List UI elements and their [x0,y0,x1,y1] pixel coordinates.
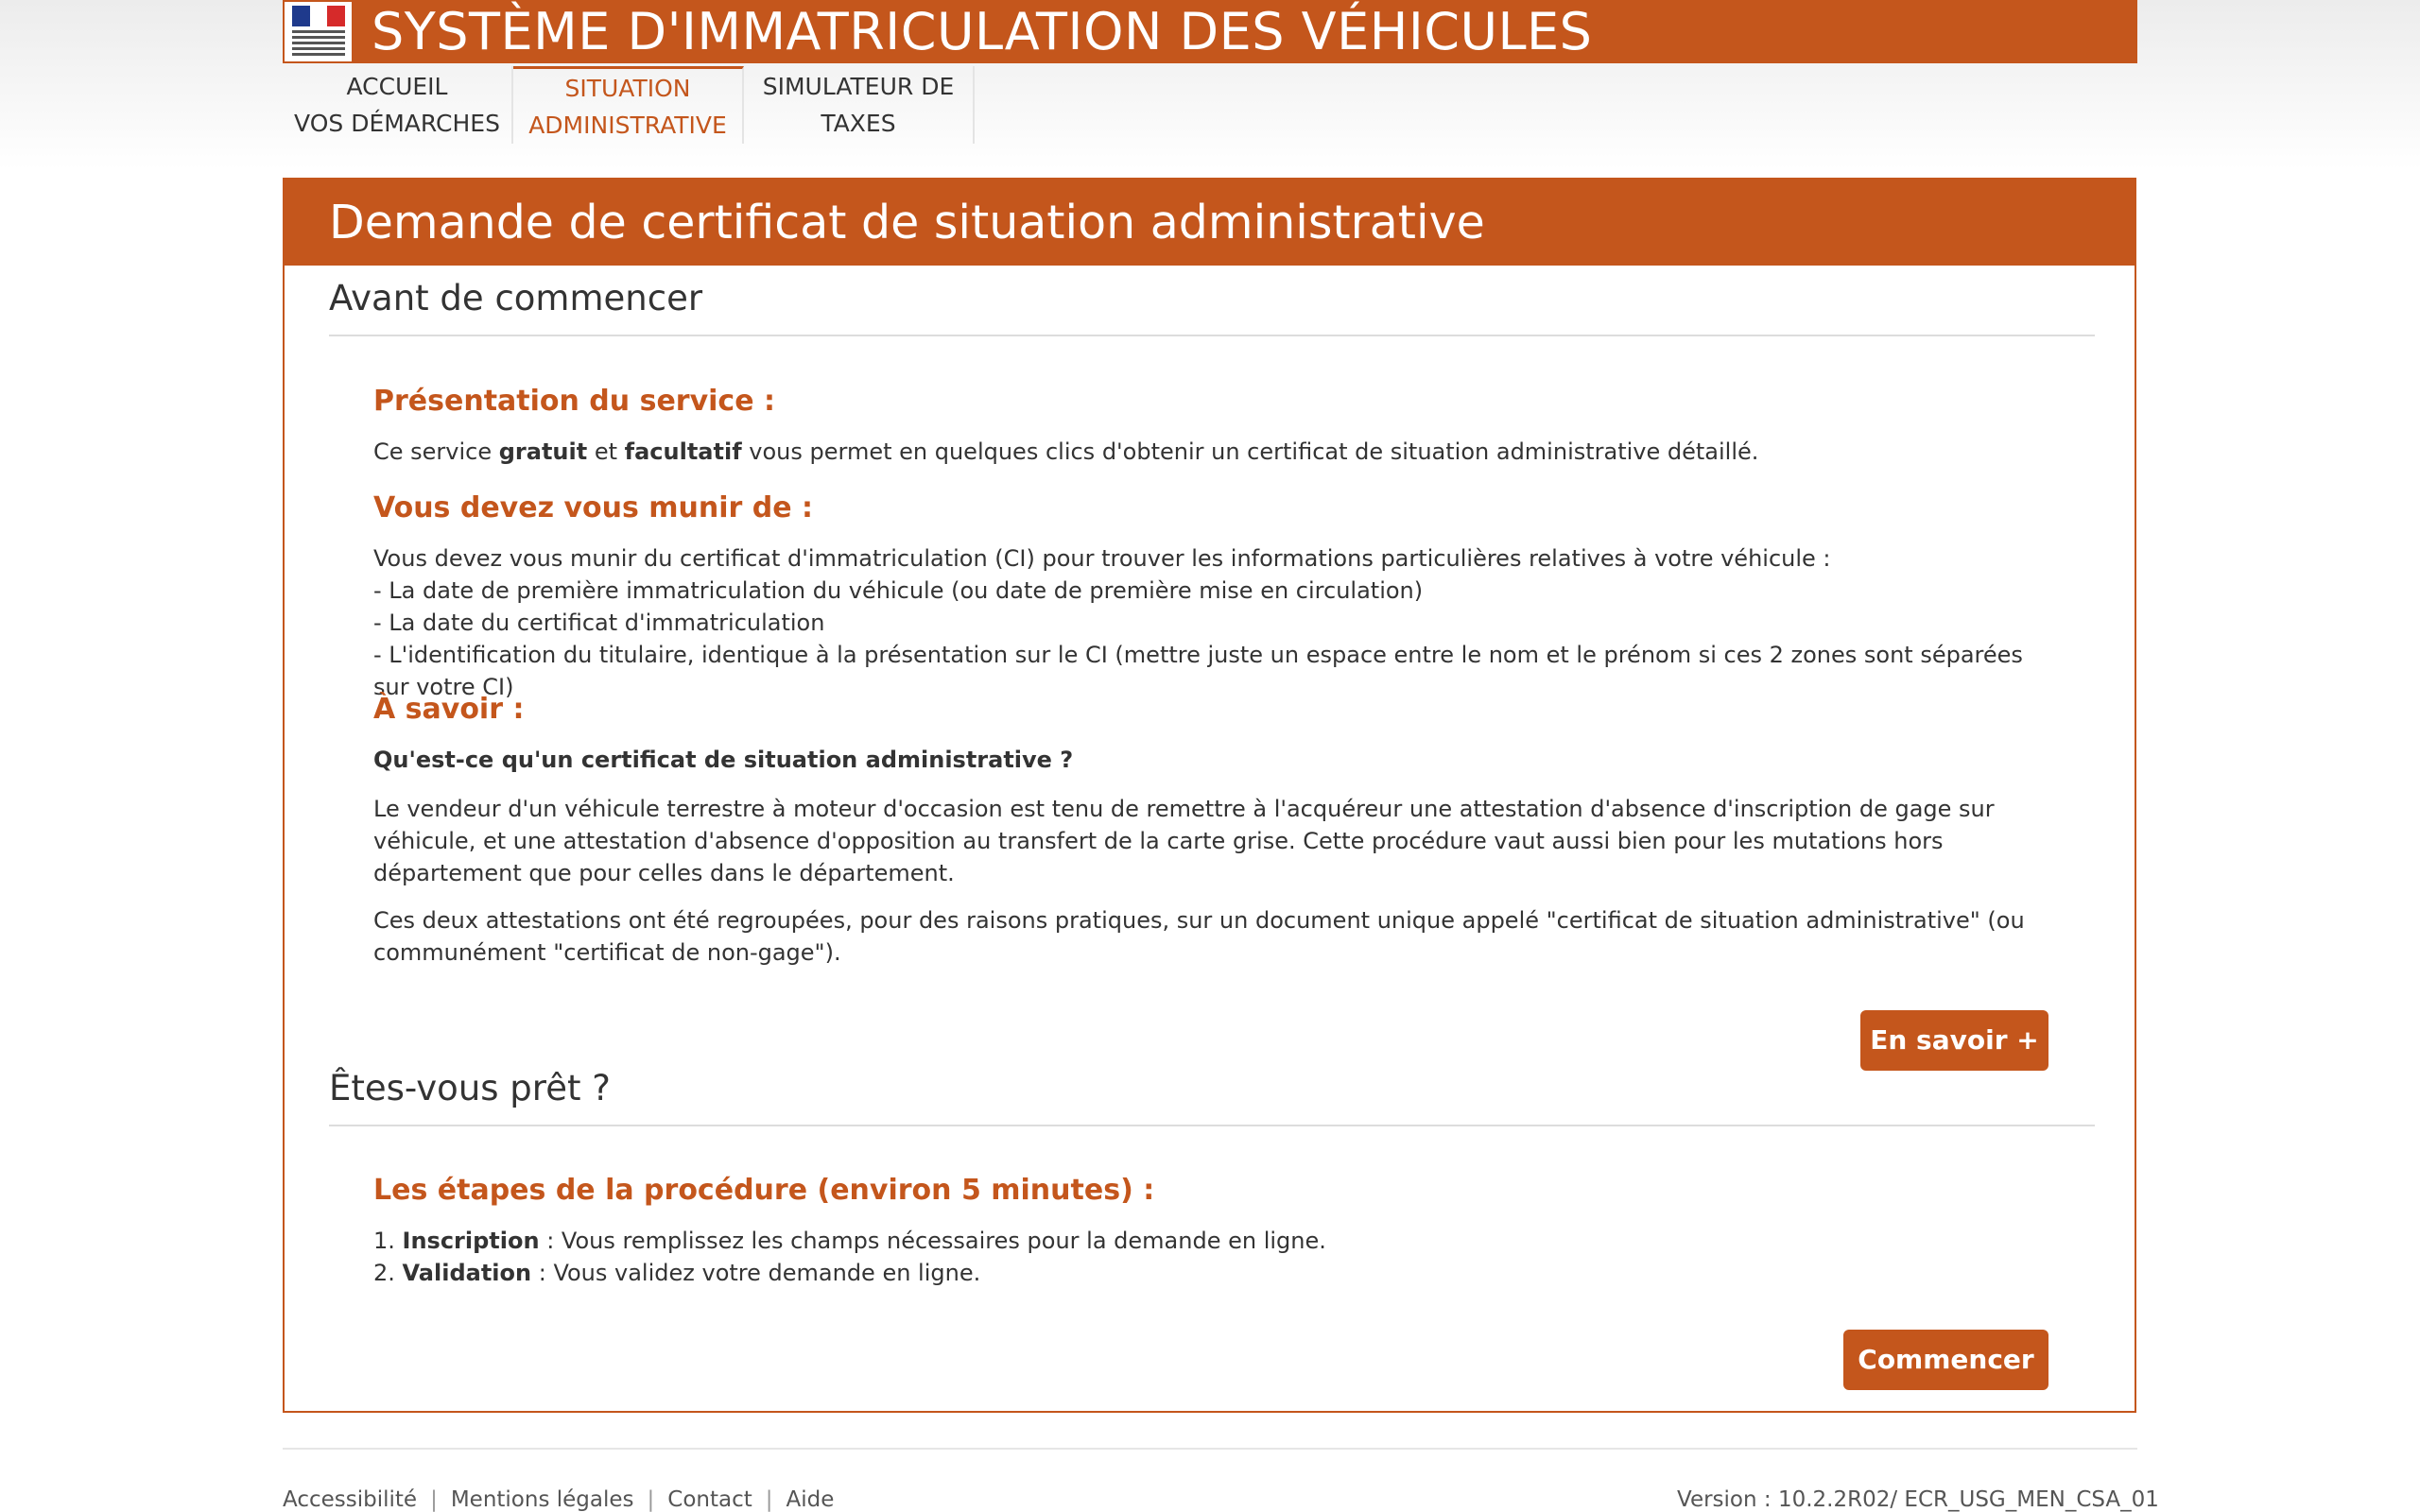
nav-label-line2: VOS DÉMARCHES [294,110,500,137]
savoir-question: Qu'est-ce qu'un certificat de situation administrative ? [373,747,1074,773]
site-title: SYSTÈME D'IMMATRICULATION DES VÉHICULES [372,2,1593,61]
footer-divider [283,1448,2137,1450]
munir-text [373,542,2066,703]
nav-item-simulateur-taxes[interactable] [744,66,975,144]
nav-label-line2: ADMINISTRATIVE [528,111,727,139]
en-savoir-plus-button[interactable]: En savoir + [1860,1010,2048,1071]
nav-item-situation-administrative[interactable] [513,66,744,144]
version-label: Version : 10.2.2R02/ ECR_USG_MEN_CSA_01 [1677,1487,2159,1512]
main-card [283,178,2136,1413]
steps-list [373,1225,2066,1289]
nav-label-line1: SITUATION [564,74,691,102]
page-title: Demande de certificat de situation administrative [285,180,2135,266]
step-inscription: 1. Inscription : Vous remplissez les champs nécessaires pour la demande en ligne. [373,1228,1326,1254]
munir-line: - La date du certificat d'immatriculation [373,610,825,636]
nav-label-line1: ACCUEIL [346,73,448,100]
flag-blue-stripe [292,6,310,26]
savoir-paragraph-1: Le vendeur d'un véhicule terrestre à moteur d'occasion est tenu de remettre à l'acquéreur une attestation d'absence d'inscription de gage sur véhicule, et une attestation d'absence d'opposition au transfert de la carte grise. Cette procédure vaut aussi bien pour les mutations hors département que pour celles dans le département. [373,796,1995,886]
footer-link-aide[interactable]: Aide [786,1487,835,1512]
nav-label-line1: SIMULATEUR DE [762,73,955,100]
commencer-button[interactable]: Commencer [1843,1330,2048,1390]
step-validation: 2. Validation : Vous validez votre demande en ligne. [373,1260,981,1286]
munir-line: Vous devez vous munir du certificat d'immatriculation (CI) pour trouver les informations particulières relatives à votre véhicule : [373,545,1831,572]
section-title-pret: Êtes-vous prêt ? [329,1062,2095,1126]
french-flag-icon [292,6,345,26]
footer-separator: | [430,1487,438,1512]
heading-presentation: Présentation du service : [373,385,775,418]
presentation-text: Ce service gratuit et facultatif vous permet en quelques clics d'obtenir un certificat de situation administrative détaillé. [373,438,1759,465]
savoir-paragraph-2: Ces deux attestations ont été regroupées, pour des raisons pratiques, sur un document unique appelé "certificat de situation administrative" (ou communément "certificat de non-gage"). [373,907,2025,966]
main-navigation [283,66,975,144]
heading-etapes: Les étapes de la procédure (environ 5 minutes) : [373,1174,1155,1207]
flag-white-stripe [310,6,328,26]
flag-red-stripe [327,6,345,26]
logo-text-lines [292,30,345,59]
republique-francaise-logo[interactable] [283,0,354,63]
munir-line: - L'identification du titulaire, identique à la présentation sur le CI (mettre juste un espace entre le nom et le prénom si ces 2 zones sont séparées sur votre CI) [373,642,2023,700]
heading-savoir: À savoir : [373,693,525,726]
footer-link-mentions-legales[interactable]: Mentions légales [450,1487,634,1512]
heading-munir: Vous devez vous munir de : [373,491,814,524]
munir-line: - La date de première immatriculation du véhicule (ou date de première mise en circulation) [373,577,1424,604]
section-title-avant: Avant de commencer [329,272,2095,336]
nav-item-accueil[interactable] [283,66,513,144]
footer-link-accessibilite[interactable]: Accessibilité [283,1487,418,1512]
nav-label-line2: TAXES [821,110,896,137]
footer-link-contact[interactable]: Contact [667,1487,752,1512]
footer-links [283,1487,834,1512]
footer-separator: | [765,1487,773,1512]
footer-separator: | [647,1487,655,1512]
